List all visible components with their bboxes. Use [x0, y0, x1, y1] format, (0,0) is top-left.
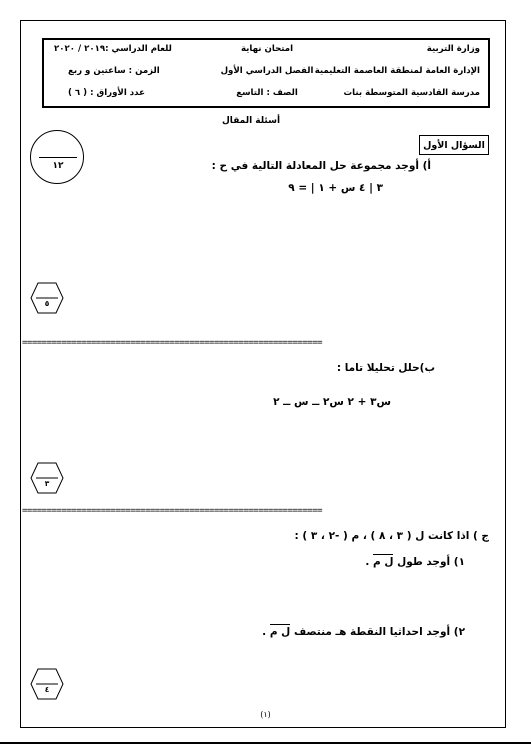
score-divider [39, 157, 77, 158]
hexagon-shape [30, 282, 64, 314]
separator-line: ============================================================= [22, 338, 323, 348]
question-one-title: السؤال الأول [419, 135, 489, 155]
semester-label: الفصل الدراسي الأول [220, 66, 314, 76]
part-b-score: ٣ [44, 479, 50, 488]
segment-lm: ل م [373, 556, 394, 568]
question-score-circle [30, 130, 84, 184]
part-a-prompt: أ) أوجد مجموعة حل المعادلة التالية في ح : [211, 160, 431, 172]
part-c-q1-text: ١) أوجد طول [393, 556, 465, 568]
pages-count-label: عدد الأوراق : ( ٦ ) [68, 88, 146, 98]
part-c-prompt: ج ) اذا كانت ل ( ٣ ، ٨ ) ، م ( -٢ ، ٣ ) : [294, 530, 489, 542]
grade-label: الصف : التاسع [236, 88, 298, 98]
hexagon-shape [30, 668, 64, 700]
exam-header [42, 38, 490, 108]
hexagon-shape [30, 462, 64, 494]
part-c-q1-end: . [365, 556, 373, 568]
part-c-q2-text: ٢) أوجد احداثيا النقطة هـ منتصف [290, 626, 465, 638]
part-b-prompt: ب)حلل تحليلا تاما : [336, 362, 435, 374]
part-b-score-hexagon [30, 462, 64, 494]
separator-line: ============================================================= [22, 506, 323, 516]
part-c-q2-end: . [262, 626, 270, 638]
question-score: ١٢ [52, 161, 64, 171]
part-c-score-hexagon [30, 668, 64, 700]
page-frame [20, 20, 506, 728]
part-a-score-hexagon [30, 282, 64, 314]
directorate-label: الإدارة العامة لمنطقة العاصمة التعليمية [314, 66, 480, 76]
academic-year-label: للعام الدراسي :٢٠١٩ / ٢٠٢٠ [54, 44, 172, 54]
time-label: الزمن : ساعتين و ربع [68, 66, 160, 76]
bottom-rule [0, 742, 531, 744]
part-b-expression: س٣ + ٢ س٢ ــ س ــ ٢ [273, 396, 391, 408]
essay-questions-title: أسئلة المقال [222, 116, 281, 126]
ministry-label: وزارة التربية [426, 44, 480, 54]
part-c-question-2 [262, 626, 465, 638]
part-c-question-1 [365, 556, 465, 568]
part-a-equation: ٣ | ٤ س + ١ | = ٩ [288, 182, 383, 194]
exam-label: امتحان نهاية [240, 44, 294, 54]
school-label: مدرسة القادسية المتوسطة بنات [343, 88, 480, 98]
part-a-score: ٥ [44, 299, 50, 308]
segment-lm: ل م [269, 626, 291, 638]
page-number: (١) [260, 710, 271, 719]
part-c-score: ٤ [44, 685, 50, 694]
